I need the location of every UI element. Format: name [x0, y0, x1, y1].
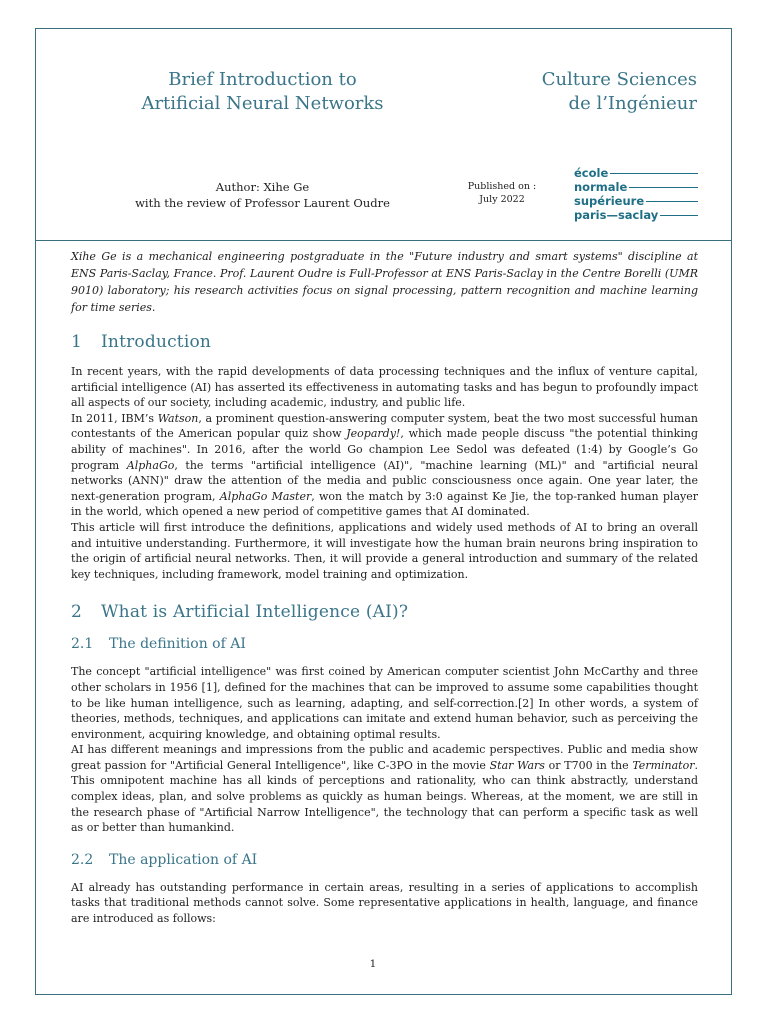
section-2-number: 2: [71, 602, 83, 623]
logo-line-4: paris—saclay: [574, 208, 659, 222]
application-paragraph-1: AI already has outstanding performance in certain areas, resulting in a series of applications to accomplish tasks that traditional methods cannot solve. Some representative applications in health, language, and finance are introduced as follows:: [71, 880, 698, 926]
logo-line-1: école: [574, 166, 609, 180]
header-divider: [35, 240, 732, 241]
title-line-1: Brief Introduction to: [168, 69, 357, 90]
intro-paragraph-3: This article will first introduce the definitions, applications and widely used methods of AI to bring an overall and intuitive understanding. Furthermore, it will investigate how the human brain neurons bring inspiration to the origin of artificial neural networks. Then, it will provide a general introduction and summary of the related key techniques, including framework, model training and optimization.: [71, 520, 698, 581]
page-number: 1: [369, 958, 377, 970]
section-2-heading: [71, 600, 698, 624]
section-2-title: What is Artificial Intelligence (AI)?: [101, 602, 409, 623]
journal-name: [500, 68, 697, 116]
title-line-2: Artificial Neural Networks: [141, 93, 384, 114]
subsection-2-2-heading: [71, 850, 698, 870]
subsection-2-1-number: 2.1: [71, 636, 94, 653]
paper-title: [110, 68, 415, 116]
article-body: [71, 330, 698, 927]
author-line: Author: Xihe Ge: [215, 180, 310, 194]
definition-paragraph-1: The concept "artificial intelligence" was first coined by American computer scientist John McCarthy and three other scholars in 1956 [1], defined for the machines that can be improved to assume some capabilities thought to be like human intelligence, such as learning, adapting, and self-correction.[2] In other words, a system of theories, methods, techniques, and applications can imitate and extend human behavior, such as perceiving the environment, acquiring knowledge, and obtaining optimal results.: [71, 665, 698, 741]
journal-line-1: Culture Sciences: [541, 69, 697, 90]
review-line: with the review of Professor Laurent Oudre: [135, 196, 390, 210]
author-abstract: Xihe Ge is a mechanical engineering postgraduate in the "Future industry and smart systems" discipline at ENS Paris-Saclay, France. Prof. Laurent Oudre is Full-Professor at ENS Paris-Saclay in the Centre Borelli (UMR 9010) laboratory; his research activities focus on signal processing, pattern recognition and machine learning for time series.: [71, 250, 698, 314]
logo-line-2: normale: [574, 180, 628, 194]
subsection-2-2-title: The application of AI: [109, 851, 258, 868]
subsection-2-1-heading: [71, 634, 698, 654]
published-block: [452, 180, 552, 206]
logo-line-3: supérieure: [574, 194, 645, 208]
intro-paragraph-2: In 2011, IBM’s Watson, a prominent question-answering computer system, beat the two most successful human contestants of the American popular quiz show Jeopardy!, which made people discuss "the potential thinking ability of machines". In 2016, after the world Go champion Lee Sedol was defeated (1:4) by Google’s Go program AlphaGo, the terms "artificial intelligence (AI)", "machine learning (ML)" and "artificial neural networks (ANN)" draw the attention of the media and public consciousness once again. One year later, the next-generation program, AlphaGo Master, won the match by 3:0 against Ke Jie, the top-ranked human player in the world, which opened a new period of competitive games that AI dominated.: [71, 411, 698, 519]
subsection-2-1-title: The definition of AI: [109, 636, 246, 653]
author-block: [100, 179, 425, 211]
definition-paragraph-2: AI has different meanings and impressions from the public and academic perspectives. Public and media show great passion for "Artificial General Intelligence", like C-3PO in the movie Star Wars or T700 in the Terminator. This omnipotent machine has all kinds of perceptions and rationality, who can think abstractly, understand complex ideas, plan, and solve problems as quickly as human beings. Whereas, at the moment, we are still in the research phase of "Artificial Narrow Intelligence", the technology that can perform a specific task as well as or better than humankind.: [71, 743, 698, 835]
section-1-heading: [71, 330, 698, 354]
intro-paragraph-1: In recent years, with the rapid developments of data processing techniques and the influx of venture capital, artificial intelligence (AI) has asserted its effectiveness in automating tasks and has begun to profoundly impact all aspects of our society, including academic, industry, and public life.: [71, 365, 698, 410]
ens-logo: [574, 166, 698, 222]
published-label: Published on :: [467, 181, 537, 192]
journal-line-2: de l’Ingénieur: [568, 93, 697, 114]
section-1-title: Introduction: [101, 332, 212, 352]
published-date: July 2022: [479, 194, 525, 205]
section-1-number: 1: [71, 332, 83, 352]
subsection-2-2-number: 2.2: [71, 851, 94, 868]
